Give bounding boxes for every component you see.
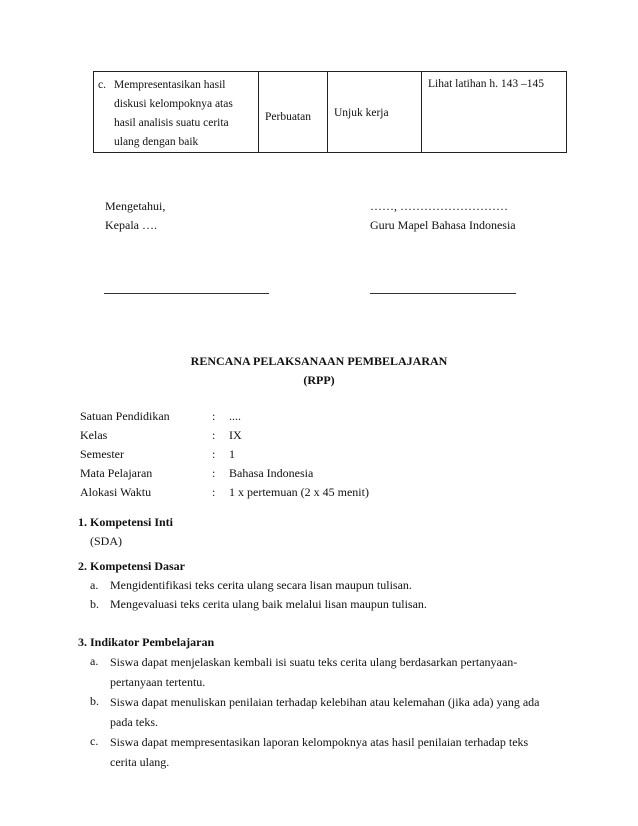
list-text: Siswa dapat mempresentasikan laporan kelompoknya atas hasil penilaian terhadap teks [110, 735, 529, 749]
list-marker: b. [90, 597, 99, 611]
list-item [78, 652, 578, 692]
list-marker: c. [90, 734, 99, 748]
identity-row [80, 483, 369, 502]
table-cell-form [328, 72, 422, 153]
signature-left [105, 197, 165, 235]
form-text: Unjuk kerja [334, 107, 389, 119]
section-indikator [78, 633, 578, 772]
list-marker: b. [90, 694, 99, 708]
indicator-text: Mempresentasikan hasil [114, 79, 226, 91]
document-title [0, 352, 638, 390]
list-text: Siswa dapat menjelaskan kembali isi suatu teks cerita ulang berdasarkan pertanyaan- [110, 655, 518, 669]
identity-value: IX [229, 428, 242, 442]
identity-sep: : [212, 428, 216, 442]
title-line2: (RPP) [303, 373, 335, 387]
signature-right [370, 197, 516, 235]
list-text: Mengevaluasi teks cerita ulang baik melalui lisan maupun tulisan. [110, 597, 427, 611]
identity-sep: : [212, 409, 216, 423]
table-cell-indicator [94, 72, 259, 153]
list-text: Mengidentifikasi teks cerita ulang secara lisan maupun tulisan. [110, 578, 412, 592]
identity-label: Satuan Pendidikan [80, 409, 170, 423]
identity-sep: : [212, 466, 216, 480]
list-text: cerita ulang. [110, 755, 170, 769]
identity-sep: : [212, 485, 216, 499]
indicator-text: hasil analisis suatu cerita [114, 117, 229, 129]
section-kompetensi-dasar [78, 557, 427, 614]
identity-row [80, 445, 369, 464]
indicator-text: diskusi kelompoknya atas [114, 98, 233, 110]
identity-value: 1 [229, 447, 235, 461]
list-item [78, 595, 427, 614]
identity-label: Mata Pelajaran [80, 466, 153, 480]
signature-right-line1: ……, ……………………… [370, 199, 508, 213]
instrument-text: Lihat latihan h. 143 –145 [428, 78, 544, 90]
indicator-marker: c. [98, 79, 106, 91]
signature-line-right [370, 293, 516, 294]
title-line1: RENCANA PELAKSANAAN PEMBELAJARAN [190, 354, 448, 368]
identity-label: Semester [80, 447, 124, 461]
list-text: pertanyaan tertentu. [110, 675, 206, 689]
section-body: (SDA) [90, 534, 122, 548]
indicator-line [98, 76, 258, 95]
identity-row [80, 407, 369, 426]
section-kompetensi-inti [78, 513, 173, 551]
list-item [78, 692, 578, 732]
table-cell-technique [259, 72, 328, 153]
identity-value: 1 x pertemuan (2 x 45 menit) [229, 485, 369, 499]
table-row [94, 72, 567, 153]
list-marker: a. [90, 578, 99, 592]
identity-value: .... [229, 409, 241, 423]
identity-label: Kelas [80, 428, 108, 442]
list-text: pada teks. [110, 715, 158, 729]
assessment-table [93, 71, 567, 153]
technique-text: Perbuatan [265, 111, 311, 123]
list-marker: a. [90, 654, 99, 668]
identity-row [80, 426, 369, 445]
section-heading: 3. Indikator Pembelajaran [78, 635, 215, 649]
section-heading: 1. Kompetensi Inti [78, 515, 174, 529]
list-item [78, 576, 427, 595]
indicator-text: ulang dengan baik [114, 136, 199, 148]
signature-right-line2: Guru Mapel Bahasa Indonesia [370, 218, 516, 232]
signature-left-line2: Kepala …. [105, 218, 157, 232]
list-item [78, 732, 578, 772]
list-text: Siswa dapat menuliskan penilaian terhadap kelebihan atau kelemahan (jika ada) yang ada [110, 695, 540, 709]
signature-left-line1: Mengetahui, [105, 199, 166, 213]
signature-line-left [104, 293, 269, 294]
section-heading: 2. Kompetensi Dasar [78, 559, 185, 573]
identity-row [80, 464, 369, 483]
identity-block [80, 407, 369, 502]
identity-label: Alokasi Waktu [80, 485, 152, 499]
identity-value: Bahasa Indonesia [229, 466, 314, 480]
identity-sep: : [212, 447, 216, 461]
table-cell-instrument [422, 72, 567, 153]
